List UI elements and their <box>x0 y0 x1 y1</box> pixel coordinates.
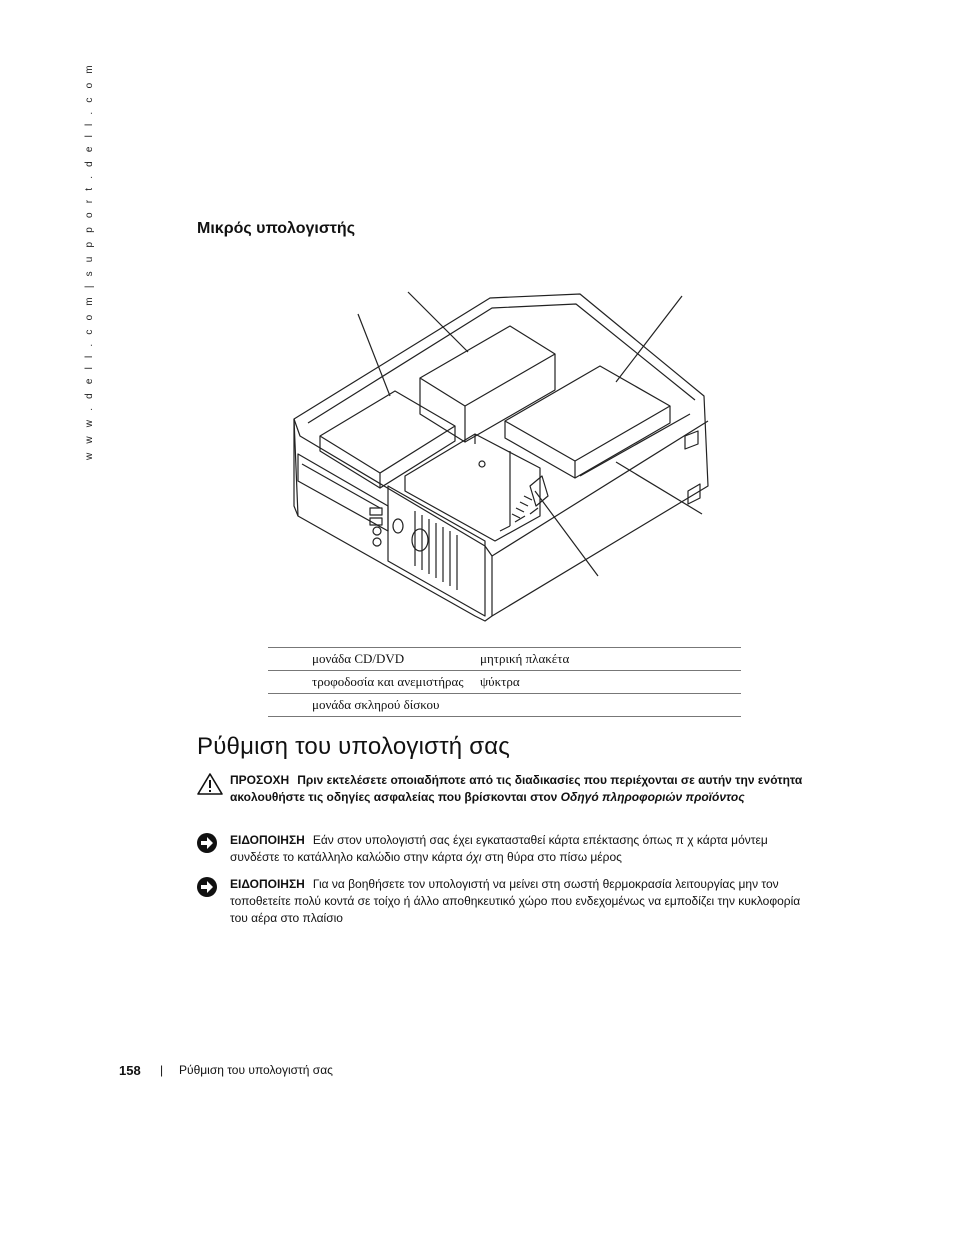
legend-cell: τροφοδοσία και ανεμιστήρας <box>268 671 480 694</box>
table-row <box>268 648 741 671</box>
notice-1-text: Εάν στον υπολογιστή σας έχει εγκατασταθεί κάρτα επέκτασης όπως π χ κάρτα μόντεμ συνδέστε το κατάλληλο καλώδιο στην κάρτα <box>230 833 768 864</box>
notice-2-text: Για να βοηθήσετε τον υπολογιστή να μείνει στη σωστή θερμοκρασία λειτουργίας μην τον τοποθετείτε πολύ κοντά σε τοίχο ή άλλο αποθηκευτικό χώρο που ενδεχομένως να εμποδίζει την κυκλοφορία του αέρα στο πλαίσιο <box>230 877 801 925</box>
side-url: w w w . d e l l . c o m | s u p p o r t . d e l l . c o m <box>84 62 95 460</box>
notice-arrow-icon <box>196 876 218 898</box>
notice-2 <box>196 876 806 927</box>
notice-2-label: ΕΙΔΟΠΟΙΗΣΗ <box>230 877 305 891</box>
page-number: 158 <box>119 1063 141 1078</box>
legend-cell: μονάδα CD/DVD <box>268 648 480 671</box>
notice-arrow-icon <box>196 832 218 854</box>
legend-table <box>268 647 741 717</box>
legend-cell: μητρική πλακέτα <box>480 648 741 671</box>
footer-title: Ρύθμιση του υπολογιστή σας <box>179 1063 333 1077</box>
notice-1-text-italic: όχι <box>465 850 482 864</box>
caution-text: Πριν εκτελέσετε οποιαδήποτε από τις διαδικασίες που περιέχονται σε αυτήν την ενότητα ακολουθήστε τις οδηγίες ασφαλείας που βρίσκονται στον <box>230 773 803 804</box>
warning-triangle-icon <box>196 772 224 796</box>
footer-separator: | <box>160 1063 164 1077</box>
caution-notice <box>196 772 806 806</box>
main-title: Ρύθμιση του υπολογιστή σας <box>197 733 511 760</box>
legend-cell: μονάδα σκληρού δίσκου <box>268 694 480 717</box>
caution-text-italic: Οδηγό πληροφοριών προϊόντος <box>560 790 745 804</box>
computer-illustration <box>280 286 720 626</box>
legend-cell <box>480 694 741 717</box>
table-row <box>268 671 741 694</box>
notice-1-text-end: στη θύρα στο πίσω μέρος <box>481 850 622 864</box>
section-title: Μικρός υπολογιστής <box>197 220 356 237</box>
caution-label: ΠΡΟΣΟΧΗ <box>230 773 290 787</box>
legend-cell: ψύκτρα <box>480 671 741 694</box>
table-row <box>268 694 741 717</box>
notice-1 <box>196 832 806 866</box>
notice-1-label: ΕΙΔΟΠΟΙΗΣΗ <box>230 833 305 847</box>
